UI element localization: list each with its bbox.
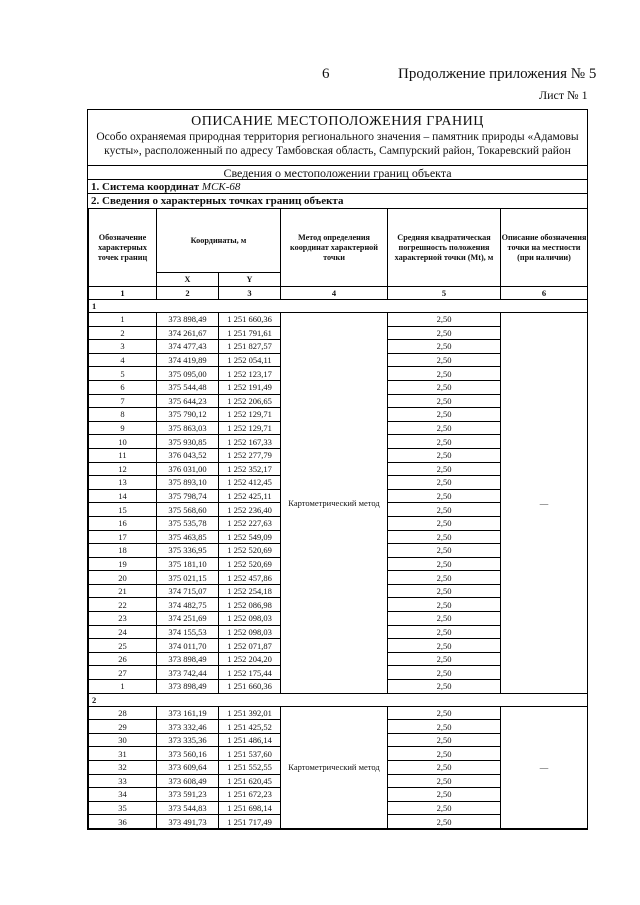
point-id-cell: 29 [89,720,157,734]
error-cell: 2,50 [388,801,501,815]
method-cell: Картометрический метод [281,313,388,694]
point-id-cell: 1 [89,680,157,694]
y-coordinate-cell: 1 251 827,57 [219,340,281,354]
column-number: 2 [157,287,219,300]
point-id-cell: 25 [89,639,157,653]
section-label: 1 [89,300,588,313]
x-coordinate-cell: 373 560,16 [157,747,219,761]
error-cell: 2,50 [388,394,501,408]
x-coordinate-cell: 373 608,49 [157,774,219,788]
y-coordinate-cell: 1 252 204,20 [219,652,281,666]
y-coordinate-cell: 1 251 791,61 [219,326,281,340]
column-number: 6 [501,287,588,300]
coordinate-system-value: МСК-68 [201,181,241,193]
point-id-cell: 15 [89,503,157,517]
error-cell: 2,50 [388,612,501,626]
error-cell: 2,50 [388,557,501,571]
y-coordinate-cell: 1 251 620,45 [219,774,281,788]
x-coordinate-cell: 373 898,49 [157,680,219,694]
point-id-cell: 26 [89,652,157,666]
error-cell: 2,50 [388,761,501,775]
x-coordinate-cell: 375 021,15 [157,571,219,585]
x-coordinate-cell: 375 463,85 [157,530,219,544]
point-id-cell: 30 [89,733,157,747]
y-coordinate-cell: 1 252 175,44 [219,666,281,680]
y-coordinate-cell: 1 252 206,65 [219,394,281,408]
table-header-row [89,209,588,273]
sheet-number: Лист № 1 [539,88,588,102]
x-coordinate-cell: 374 715,07 [157,584,219,598]
document-title: ОПИСАНИЕ МЕСТОПОЛОЖЕНИЯ ГРАНИЦ [191,114,484,129]
error-cell: 2,50 [388,448,501,462]
y-coordinate-cell: 1 252 277,79 [219,448,281,462]
points-table [88,208,588,829]
page-number: 6 [322,66,330,82]
header-method: Метод определения координат характерной точки [281,209,388,287]
x-coordinate-cell: 375 863,03 [157,421,219,435]
point-id-cell: 27 [89,666,157,680]
y-coordinate-cell: 1 251 717,49 [219,815,281,829]
y-coordinate-cell: 1 252 191,49 [219,380,281,394]
x-coordinate-cell: 375 790,12 [157,408,219,422]
x-coordinate-cell: 374 251,69 [157,612,219,626]
point-id-cell: 28 [89,706,157,720]
error-cell: 2,50 [388,584,501,598]
point-id-cell: 8 [89,408,157,422]
method-cell: Картометрический метод [281,706,388,828]
x-coordinate-cell: 373 161,19 [157,706,219,720]
point-id-cell: 4 [89,353,157,367]
error-cell: 2,50 [388,733,501,747]
points-heading: 2. Сведения о характерных точках границ объекта [91,195,344,207]
x-coordinate-cell: 375 798,74 [157,489,219,503]
error-cell: 2,50 [388,408,501,422]
section-subtitle: Сведения о местоположении границ объекта [88,166,587,180]
x-coordinate-cell: 376 043,52 [157,448,219,462]
error-cell: 2,50 [388,788,501,802]
error-cell: 2,50 [388,652,501,666]
x-coordinate-cell: 374 419,89 [157,353,219,367]
error-cell: 2,50 [388,706,501,720]
point-id-cell: 9 [89,421,157,435]
error-cell: 2,50 [388,353,501,367]
y-coordinate-cell: 1 252 167,33 [219,435,281,449]
y-coordinate-cell: 1 251 392,01 [219,706,281,720]
point-id-cell: 3 [89,340,157,354]
x-coordinate-cell: 375 644,23 [157,394,219,408]
error-cell: 2,50 [388,680,501,694]
y-coordinate-cell: 1 252 098,03 [219,612,281,626]
header-error: Средняя квадратическая погрешность положения характерной точки (Mt), м [388,209,501,287]
column-number-row [89,287,588,300]
x-coordinate-cell: 373 898,49 [157,652,219,666]
coordinate-system-line [88,180,587,194]
y-coordinate-cell: 1 252 520,69 [219,544,281,558]
coordinate-system-label: 1. Система координат [91,181,200,193]
y-coordinate-cell: 1 252 123,17 [219,367,281,381]
header-point-id: Обозначение характерных точек границ [89,209,157,287]
x-coordinate-cell: 375 930,85 [157,435,219,449]
x-coordinate-cell: 373 742,44 [157,666,219,680]
error-cell: 2,50 [388,435,501,449]
y-coordinate-cell: 1 252 227,63 [219,516,281,530]
y-coordinate-cell: 1 252 549,09 [219,530,281,544]
x-coordinate-cell: 376 031,00 [157,462,219,476]
y-coordinate-cell: 1 251 660,36 [219,680,281,694]
y-coordinate-cell: 1 251 486,14 [219,733,281,747]
error-cell: 2,50 [388,747,501,761]
point-id-cell: 31 [89,747,157,761]
y-coordinate-cell: 1 251 425,52 [219,720,281,734]
x-coordinate-cell: 373 335,36 [157,733,219,747]
y-coordinate-cell: 1 252 254,18 [219,584,281,598]
y-coordinate-cell: 1 251 552,55 [219,761,281,775]
error-cell: 2,50 [388,639,501,653]
point-id-cell: 1 [89,313,157,327]
point-id-cell: 32 [89,761,157,775]
y-coordinate-cell: 1 251 660,36 [219,313,281,327]
error-cell: 2,50 [388,380,501,394]
column-number: 1 [89,287,157,300]
x-coordinate-cell: 373 591,23 [157,788,219,802]
x-coordinate-cell: 373 332,46 [157,720,219,734]
x-coordinate-cell: 374 482,75 [157,598,219,612]
point-id-cell: 10 [89,435,157,449]
x-coordinate-cell: 374 477,43 [157,340,219,354]
y-coordinate-cell: 1 252 457,86 [219,571,281,585]
header-x: X [157,273,219,287]
point-id-cell: 17 [89,530,157,544]
error-cell: 2,50 [388,476,501,490]
point-id-cell: 34 [89,788,157,802]
x-coordinate-cell: 375 544,48 [157,380,219,394]
error-cell: 2,50 [388,625,501,639]
point-id-cell: 14 [89,489,157,503]
column-number: 4 [281,287,388,300]
error-cell: 2,50 [388,340,501,354]
section-row [89,693,588,706]
point-id-cell: 20 [89,571,157,585]
y-coordinate-cell: 1 252 412,45 [219,476,281,490]
y-coordinate-cell: 1 252 236,40 [219,503,281,517]
header-coordinates: Координаты, м [157,209,281,273]
y-coordinate-cell: 1 252 520,69 [219,557,281,571]
x-coordinate-cell: 375 336,95 [157,544,219,558]
y-coordinate-cell: 1 252 352,17 [219,462,281,476]
point-id-cell: 16 [89,516,157,530]
point-id-cell: 5 [89,367,157,381]
y-coordinate-cell: 1 252 098,03 [219,625,281,639]
x-coordinate-cell: 374 261,67 [157,326,219,340]
y-coordinate-cell: 1 251 698,14 [219,801,281,815]
error-cell: 2,50 [388,421,501,435]
x-coordinate-cell: 373 491,73 [157,815,219,829]
error-cell: 2,50 [388,720,501,734]
y-coordinate-cell: 1 251 537,60 [219,747,281,761]
x-coordinate-cell: 373 544,83 [157,801,219,815]
point-id-cell: 11 [89,448,157,462]
header-description: Описание обозначения точки на местности (при наличии) [501,209,588,287]
error-cell: 2,50 [388,503,501,517]
error-cell: 2,50 [388,530,501,544]
title-block [88,110,587,166]
point-id-cell: 12 [89,462,157,476]
point-id-cell: 19 [89,557,157,571]
table-row [89,313,588,327]
object-description: Особо охраняемая природная территория регионального значения – памятник природы «Адамовы кусты», расположенный по адресу Тамбовская область, Сампурский район, Токаревский район [96,131,579,157]
error-cell: 2,50 [388,571,501,585]
error-cell: 2,50 [388,598,501,612]
section-row [89,300,588,313]
point-id-cell: 24 [89,625,157,639]
point-id-cell: 23 [89,612,157,626]
y-coordinate-cell: 1 252 129,71 [219,408,281,422]
error-cell: 2,50 [388,313,501,327]
document-frame [87,109,588,830]
error-cell: 2,50 [388,462,501,476]
x-coordinate-cell: 375 181,10 [157,557,219,571]
error-cell: 2,50 [388,815,501,829]
x-coordinate-cell: 375 535,78 [157,516,219,530]
point-id-cell: 2 [89,326,157,340]
error-cell: 2,50 [388,666,501,680]
error-cell: 2,50 [388,489,501,503]
x-coordinate-cell: 375 095,00 [157,367,219,381]
error-cell: 2,50 [388,326,501,340]
x-coordinate-cell: 373 898,49 [157,313,219,327]
point-id-cell: 13 [89,476,157,490]
x-coordinate-cell: 375 568,60 [157,503,219,517]
point-id-cell: 36 [89,815,157,829]
table-row [89,706,588,720]
y-coordinate-cell: 1 252 129,71 [219,421,281,435]
x-coordinate-cell: 375 893,10 [157,476,219,490]
appendix-label: Продолжение приложения № 5 [398,66,597,82]
point-id-cell: 33 [89,774,157,788]
header-y: Y [219,273,281,287]
point-id-cell: 21 [89,584,157,598]
point-id-cell: 22 [89,598,157,612]
section-label: 2 [89,693,588,706]
description-cell: — [501,313,588,694]
y-coordinate-cell: 1 251 672,23 [219,788,281,802]
point-id-cell: 7 [89,394,157,408]
y-coordinate-cell: 1 252 425,11 [219,489,281,503]
x-coordinate-cell: 374 155,53 [157,625,219,639]
y-coordinate-cell: 1 252 071,87 [219,639,281,653]
point-id-cell: 18 [89,544,157,558]
description-cell: — [501,706,588,828]
x-coordinate-cell: 374 011,70 [157,639,219,653]
error-cell: 2,50 [388,774,501,788]
error-cell: 2,50 [388,544,501,558]
y-coordinate-cell: 1 252 054,11 [219,353,281,367]
y-coordinate-cell: 1 252 086,98 [219,598,281,612]
point-id-cell: 35 [89,801,157,815]
point-id-cell: 6 [89,380,157,394]
column-number: 3 [219,287,281,300]
error-cell: 2,50 [388,367,501,381]
x-coordinate-cell: 373 609,64 [157,761,219,775]
column-number: 5 [388,287,501,300]
error-cell: 2,50 [388,516,501,530]
